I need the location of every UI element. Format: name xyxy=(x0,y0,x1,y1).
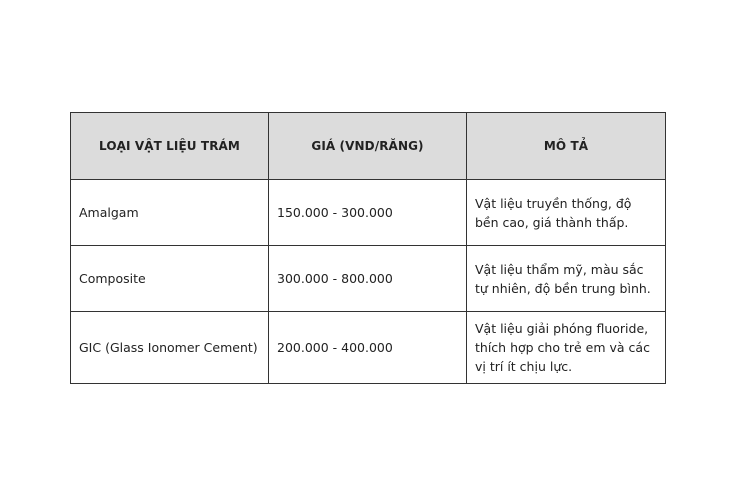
cell-material: Amalgam xyxy=(71,180,269,246)
table-row xyxy=(71,180,666,246)
header-material-type: LOẠI VẬT LIỆU TRÁM xyxy=(71,113,269,180)
table-header-row xyxy=(71,113,666,180)
filling-material-price-table xyxy=(70,112,666,384)
cell-description: Vật liệu thẩm mỹ, màu sắc tự nhiên, độ bền trung bình. xyxy=(467,246,666,312)
cell-material: GIC (Glass Ionomer Cement) xyxy=(71,312,269,384)
filling-material-price-table-container xyxy=(70,112,665,384)
header-price: GIÁ (VND/RĂNG) xyxy=(269,113,467,180)
table-row xyxy=(71,312,666,384)
cell-price: 300.000 - 800.000 xyxy=(269,246,467,312)
header-description: MÔ TẢ xyxy=(467,113,666,180)
cell-description: Vật liệu truyền thống, độ bền cao, giá thành thấp. xyxy=(467,180,666,246)
cell-description: Vật liệu giải phóng fluoride, thích hợp cho trẻ em và các vị trí ít chịu lực. xyxy=(467,312,666,384)
cell-price: 200.000 - 400.000 xyxy=(269,312,467,384)
table-row xyxy=(71,246,666,312)
cell-price: 150.000 - 300.000 xyxy=(269,180,467,246)
cell-material: Composite xyxy=(71,246,269,312)
